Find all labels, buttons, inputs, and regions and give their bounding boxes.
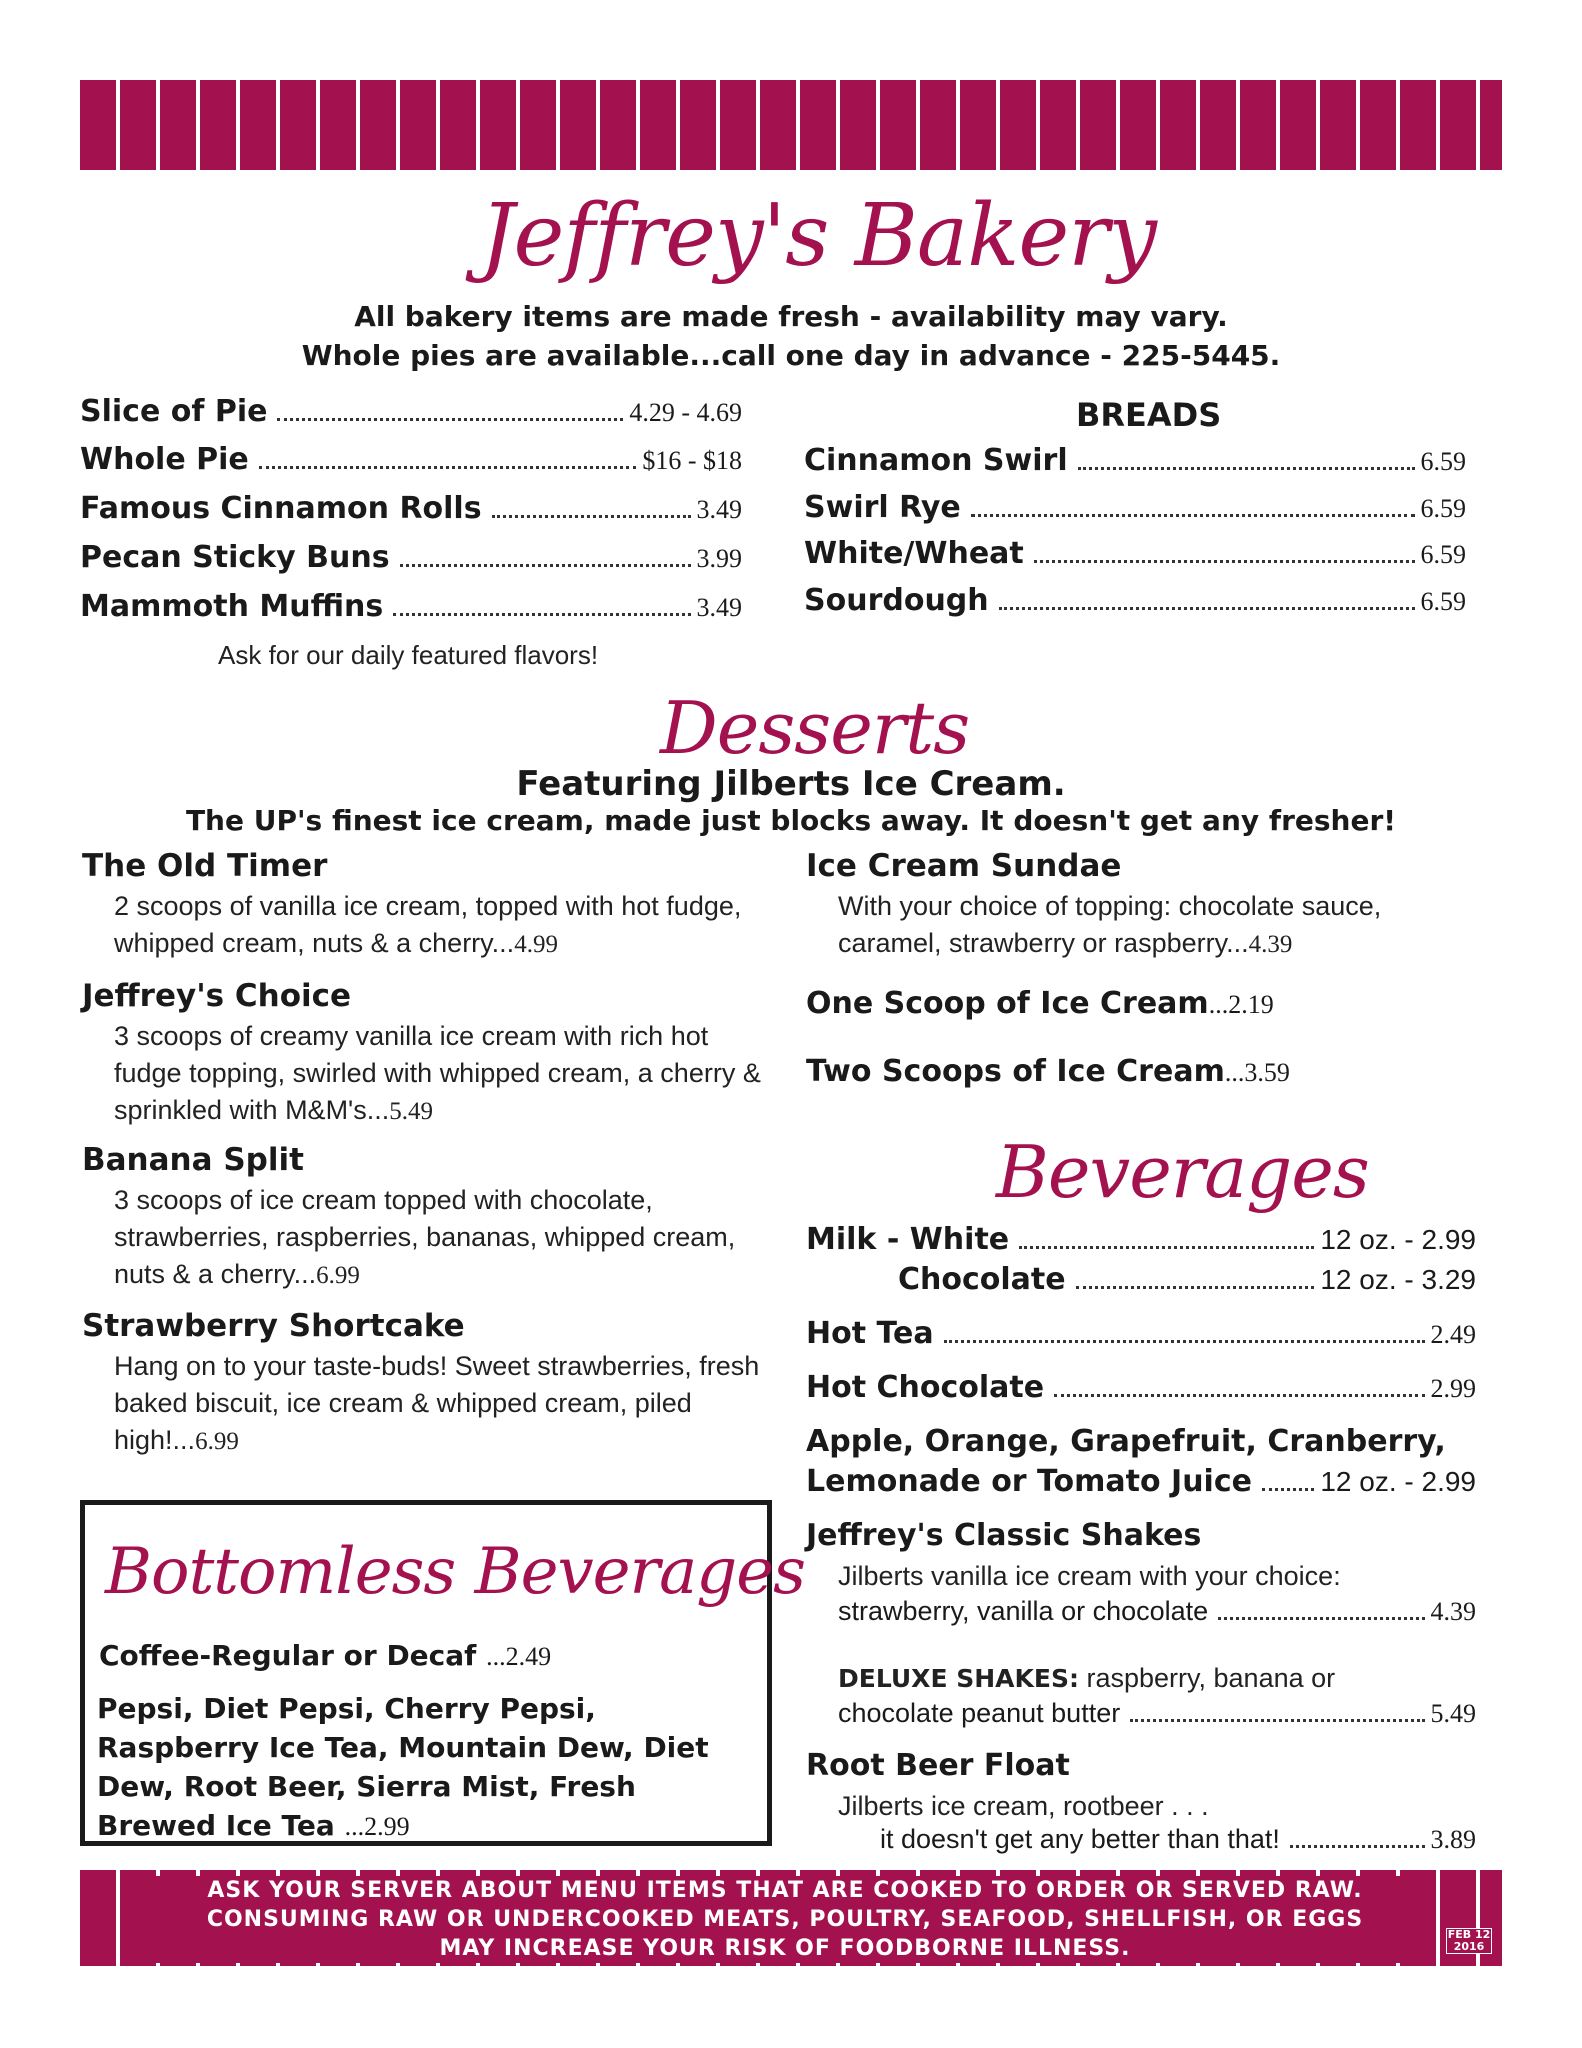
root-beer-float-name: Root Beer Float — [806, 1748, 1070, 1783]
item-price: ...3.59 — [1224, 1058, 1290, 1087]
dessert-jeffreys-choice-desc — [114, 1018, 764, 1130]
dessert-two-scoops — [806, 1054, 1290, 1089]
item-price: $16 - $18 — [642, 446, 742, 475]
dessert-shortcake-desc — [114, 1348, 764, 1460]
item-price: ...2.19 — [1208, 990, 1274, 1019]
dot-leader — [1076, 1286, 1315, 1289]
item-name: Mammoth Muffins — [80, 589, 384, 624]
dessert-old-timer-name: The Old Timer — [82, 848, 328, 884]
item-price: 12 oz. - 2.99 — [1320, 1224, 1476, 1255]
desc-text: chocolate peanut butter — [838, 1698, 1121, 1728]
dessert-one-scoop — [806, 986, 1274, 1021]
dot-leader — [1019, 1246, 1314, 1249]
item-price: 3.49 — [696, 495, 742, 524]
breads-heading: BREADS — [1076, 396, 1222, 434]
dot-leader — [1262, 1488, 1314, 1491]
bread-item-sourdough — [804, 583, 1466, 618]
dessert-sundae-name: Ice Cream Sundae — [806, 848, 1122, 884]
warning-line-3: MAY INCREASE YOUR RISK OF FOODBORNE ILLNESS. — [439, 1936, 1131, 1961]
bakery-note: Ask for our daily featured flavors! — [218, 640, 599, 670]
menu-item-cinnamon-rolls — [80, 491, 742, 526]
desc-text: 3 scoops of creamy vanilla ice cream with rich hot fudge topping, swirled with whipped cream, a cherry & sprinkled with M&M's... — [114, 1021, 761, 1125]
item-name: Lemonade or Tomato Juice — [806, 1464, 1252, 1499]
dot-leader — [277, 418, 623, 421]
bottomless-beverages-box — [80, 1500, 805, 1846]
shakes-desc-line-2 — [838, 1596, 1476, 1627]
item-price: 2.49 — [1430, 1320, 1476, 1349]
menu-item-whole-pie — [80, 442, 742, 477]
bread-item-swirl-rye — [804, 490, 1466, 525]
bread-item-white-wheat — [804, 536, 1466, 571]
item-price: 6.59 — [1420, 587, 1466, 616]
warning-line-2: CONSUMING RAW OR UNDERCOOKED MEATS, POULTRY, SEAFOOD, SHELLFISH, OR EGGS — [206, 1907, 1364, 1932]
menu-item-sticky-buns — [80, 540, 742, 575]
item-name: One Scoop of Ice Cream — [806, 986, 1209, 1021]
item-price: 5.49 — [1430, 1699, 1476, 1728]
desc-price: 6.99 — [316, 1262, 360, 1289]
date-line-1: FEB 12 — [1447, 1928, 1491, 1941]
dot-leader — [1218, 1617, 1424, 1620]
item-price: 6.59 — [1420, 447, 1466, 476]
beverage-juice-line-2 — [806, 1464, 1476, 1499]
deluxe-shakes-label: DELUXE SHAKES: — [838, 1664, 1079, 1693]
desc-text: Hang on to your taste-buds! Sweet strawberries, fresh baked biscuit, ice cream & whipped cream, piled high!... — [114, 1351, 760, 1455]
item-price: ...2.49 — [486, 1642, 552, 1671]
dot-leader — [944, 1340, 1425, 1343]
item-name: Chocolate — [898, 1262, 1066, 1297]
dot-leader — [999, 607, 1415, 610]
desc-text: strawberry, vanilla or chocolate — [838, 1596, 1209, 1626]
menu-item-slice-of-pie — [80, 394, 742, 429]
desc-price: 4.99 — [514, 931, 558, 958]
beverage-hot-chocolate — [806, 1370, 1476, 1405]
dessert-old-timer-desc — [114, 888, 754, 963]
warning-line-1: ASK YOUR SERVER ABOUT MENU ITEMS THAT ARE COOKED TO ORDER OR SERVED RAW. — [207, 1878, 1363, 1903]
item-name: Two Scoops of Ice Cream — [806, 1054, 1225, 1089]
item-price: 6.59 — [1420, 540, 1466, 569]
dot-leader — [259, 466, 637, 469]
item-price: 3.99 — [696, 544, 742, 573]
item-price: 4.39 — [1430, 1597, 1476, 1626]
dot-leader — [400, 564, 691, 567]
shakes-desc-line-1: Jilberts vanilla ice cream with your choice: — [838, 1561, 1341, 1591]
shakes-name: Jeffrey's Classic Shakes — [806, 1518, 1202, 1553]
item-name: Pepsi, Diet Pepsi, Cherry Pepsi, Raspberry Ice Tea, Mountain Dew, Diet Dew, Root Beer, Sierra Mist, Fresh Brewed Ice Tea — [97, 1692, 709, 1842]
desserts-subtitle: Featuring Jilberts Ice Cream. — [516, 764, 1066, 804]
item-name: Cinnamon Swirl — [804, 443, 1068, 478]
dessert-sundae-desc — [838, 888, 1478, 963]
dot-leader — [1034, 560, 1415, 563]
raw-food-warning — [150, 1876, 1420, 1963]
root-beer-float-desc-2 — [880, 1824, 1476, 1855]
root-beer-float-desc-1: Jilberts ice cream, rootbeer . . . — [838, 1791, 1209, 1821]
dot-leader — [1130, 1719, 1424, 1722]
item-name: Hot Tea — [806, 1316, 934, 1351]
deluxe-shakes-line-1 — [838, 1660, 1335, 1697]
bakery-intro-line-1: All bakery items are made fresh - availability may vary. — [354, 300, 1228, 333]
item-name: Slice of Pie — [80, 394, 268, 429]
desserts-tagline: The UP's finest ice cream, made just blocks away. It doesn't get any fresher! — [185, 804, 1397, 837]
desserts-title: Desserts — [660, 686, 970, 770]
item-price: 6.59 — [1420, 494, 1466, 523]
bottomless-coffee — [99, 1639, 551, 1672]
bread-item-cinnamon-swirl — [804, 443, 1466, 478]
item-name: Whole Pie — [80, 442, 249, 477]
bottomless-title: Bottomless Beverages — [105, 1535, 805, 1609]
item-price: 4.29 - 4.69 — [629, 398, 742, 427]
desc-text: it doesn't get any better than that! — [880, 1824, 1280, 1854]
item-price: 2.99 — [1430, 1374, 1476, 1403]
dot-leader — [971, 514, 1415, 517]
date-stamp — [1446, 1928, 1492, 1954]
desc-text: 3 scoops of ice cream topped with chocolate, strawberries, raspberries, bananas, whipped cream, nuts & a cherry... — [114, 1185, 736, 1289]
item-price: ...2.99 — [344, 1812, 410, 1841]
item-name: Sourdough — [804, 583, 989, 618]
bakery-intro-line-2: Whole pies are available...call one day in advance - 225-5445. — [301, 339, 1281, 372]
item-name: Famous Cinnamon Rolls — [80, 491, 482, 526]
item-name: Pecan Sticky Buns — [80, 540, 390, 575]
desc-text: With your choice of topping: chocolate sauce, caramel, strawberry or raspberry... — [838, 891, 1382, 958]
item-price: 12 oz. - 2.99 — [1320, 1466, 1476, 1497]
bakery-title: Jeffrey's Bakery — [480, 186, 1156, 286]
dot-leader — [1078, 467, 1415, 470]
dessert-banana-split-desc — [114, 1182, 774, 1294]
desc-price: 5.49 — [389, 1098, 433, 1125]
beverage-milk-chocolate — [898, 1262, 1476, 1297]
dessert-banana-split-name: Banana Split — [82, 1142, 304, 1178]
beverage-juice-line-1: Apple, Orange, Grapefruit, Cranberry, — [806, 1424, 1446, 1459]
dessert-shortcake-name: Strawberry Shortcake — [82, 1308, 465, 1344]
dot-leader — [492, 515, 691, 518]
item-price: 12 oz. - 3.29 — [1320, 1264, 1476, 1295]
item-price: 3.89 — [1430, 1825, 1476, 1854]
item-name: Hot Chocolate — [806, 1370, 1045, 1405]
item-name: White/Wheat — [804, 536, 1024, 571]
deluxe-shakes-line-2 — [838, 1698, 1476, 1729]
desc-price: 6.99 — [195, 1428, 239, 1455]
item-price: 3.49 — [696, 593, 742, 622]
menu-item-muffins — [80, 589, 742, 624]
top-stripe-band — [80, 80, 1502, 170]
beverages-title: Beverages — [996, 1130, 1369, 1214]
item-name: Swirl Rye — [804, 490, 961, 525]
beverage-milk-white — [806, 1222, 1476, 1257]
dot-leader — [393, 613, 690, 616]
item-name: Milk - White — [806, 1222, 1010, 1257]
item-name: Coffee-Regular or Decaf — [99, 1639, 477, 1672]
bottomless-sodas — [97, 1689, 737, 1846]
desc-text: 2 scoops of vanilla ice cream, topped with hot fudge, whipped cream, nuts & a cherry... — [114, 891, 742, 958]
desc-price: 4.39 — [1248, 931, 1293, 958]
beverage-hot-tea — [806, 1316, 1476, 1351]
deluxe-shakes-desc: raspberry, banana or — [1086, 1663, 1336, 1693]
dot-leader — [1290, 1845, 1425, 1848]
date-line-2: 2016 — [1453, 1940, 1485, 1953]
dessert-jeffreys-choice-name: Jeffrey's Choice — [82, 978, 352, 1014]
dot-leader — [1054, 1394, 1424, 1397]
